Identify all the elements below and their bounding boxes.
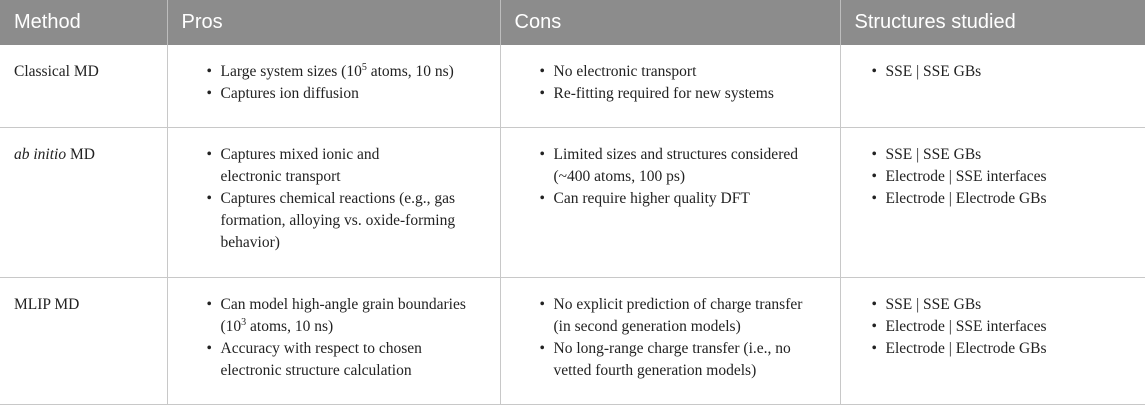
- pros-item: • Accuracy with respect to chosen electronic structure calculation: [207, 338, 471, 382]
- pros-item: • Can model high-angle grain boundaries ($10^3$ atoms, 10 ns): [207, 294, 491, 338]
- header-pros: Pros: [167, 0, 500, 45]
- structure-item: • Electrode | SSE interfaces: [872, 316, 1132, 338]
- method-cell: [0, 278, 167, 405]
- cons-item: • No electronic transport: [540, 61, 826, 83]
- header-cons: Cons: [500, 0, 840, 45]
- header-row: [0, 0, 1145, 45]
- method-name-italic: ab initio: [14, 146, 67, 163]
- structures-cell: [840, 278, 1145, 405]
- cons-item: • No long-range charge transfer (i.e., no vetted fourth generation models): [540, 338, 804, 382]
- header-method: Method: [0, 0, 167, 45]
- structure-item: • SSE | SSE GBs: [872, 61, 1132, 83]
- pros-cell: [167, 128, 500, 278]
- method-name: MD: [66, 146, 95, 163]
- method-name: Classical MD: [14, 63, 99, 80]
- method-cell: [0, 128, 167, 278]
- cons-item: • Re-fitting required for new systems: [540, 83, 826, 105]
- structure-item: • Electrode | Electrode GBs: [872, 338, 1132, 360]
- table-row: [0, 278, 1145, 405]
- structure-item: • SSE | SSE GBs: [872, 144, 1132, 166]
- pros-item: • Large system sizes ($10^5$ atoms, 10 ns): [207, 61, 486, 83]
- cons-cell: [500, 45, 840, 128]
- cons-item: • No explicit prediction of charge transfer (in second generation models): [540, 294, 814, 338]
- pros-cell: [167, 45, 500, 128]
- cons-item: • Can require higher quality DFT: [540, 188, 826, 210]
- table-row: [0, 45, 1145, 128]
- table-row: [0, 128, 1145, 278]
- pros-item: • Captures chemical reactions (e.g., gas formation, alloying vs. oxide-forming behavior): [207, 188, 491, 254]
- structure-item: • Electrode | Electrode GBs: [872, 188, 1132, 210]
- method-cell: [0, 45, 167, 128]
- pros-item: • Captures mixed ionic and electronic transport: [207, 144, 411, 188]
- structures-cell: [840, 128, 1145, 278]
- cons-cell: [500, 278, 840, 405]
- header-structures: Structures studied: [840, 0, 1145, 45]
- cons-item: • Limited sizes and structures considered (~400 atoms, 100 ps): [540, 144, 824, 188]
- method-name: MLIP MD: [14, 296, 80, 313]
- structure-item: • SSE | SSE GBs: [872, 294, 1132, 316]
- structure-item: • Electrode | SSE interfaces: [872, 166, 1132, 188]
- pros-item: • Captures ion diffusion: [207, 83, 486, 105]
- cons-cell: [500, 128, 840, 278]
- pros-cell: [167, 278, 500, 405]
- structures-cell: [840, 45, 1145, 128]
